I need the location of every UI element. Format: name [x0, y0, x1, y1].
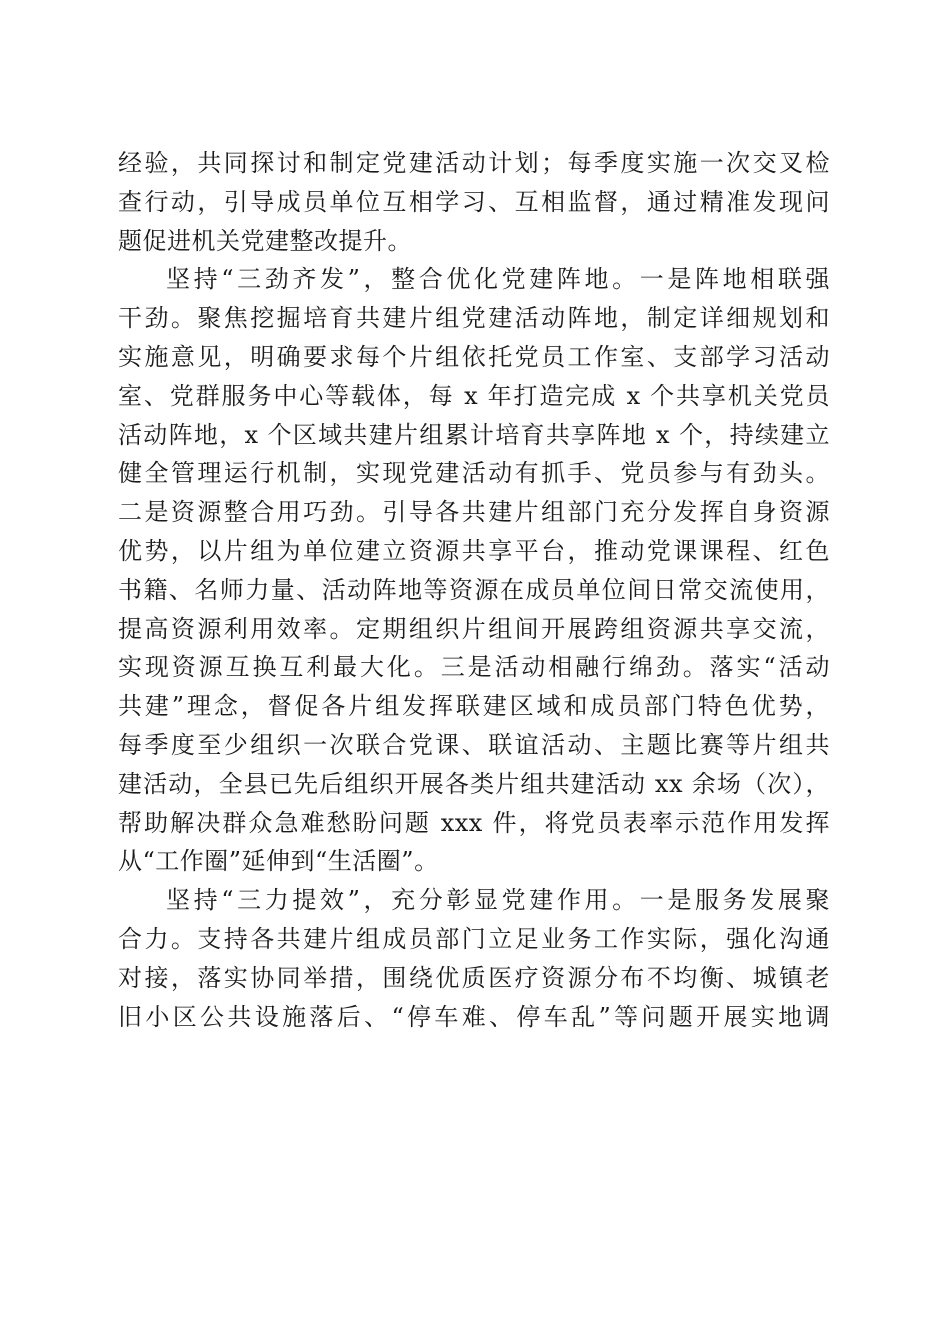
text-line: 室、党群服务中心等载体，每 x 年打造完成 x 个共享机关党员	[118, 381, 830, 410]
text-line: 健全管理运行机制，实现党建活动有抓手、党员参与有劲头。	[118, 459, 830, 488]
text-line: 实施意见，明确要求每个片组依托党员工作室、支部学习活动	[118, 342, 830, 371]
text-line: 查行动，引导成员单位互相学习、互相监督，通过精准发现问	[118, 187, 830, 216]
text-line: 旧小区公共设施落后、“停车难、停车乱”等问题开展实地调	[118, 1002, 830, 1031]
text-line: 对接，落实协同举措，围绕优质医疗资源分布不均衡、城镇老	[118, 963, 830, 992]
text-line: 每季度至少组织一次联合党课、联谊活动、主题比赛等片组共	[118, 730, 830, 759]
text-line: 共建”理念，督促各片组发挥联建区域和成员部门特色优势，	[118, 692, 830, 721]
text-line: 干劲。聚焦挖掘培育共建片组党建活动阵地，制定详细规划和	[118, 304, 830, 333]
text-line: 实现资源互换互利最大化。三是活动相融行绵劲。落实“活动	[118, 653, 830, 682]
text-line: 从“工作圈”延伸到“生活圈”。	[118, 847, 439, 876]
text-line: 经验，共同探讨和制定党建活动计划；每季度实施一次交叉检	[118, 149, 830, 177]
text-line: 合力。支持各共建片组成员部门立足业务工作实际，强化沟通	[118, 924, 830, 953]
text-line: 题促进机关党建整改提升。	[118, 226, 412, 255]
text-line: 二是资源整合用巧劲。引导各共建片组部门充分发挥自身资源	[118, 498, 830, 527]
text-line: 优势，以片组为单位建立资源共享平台，推动党课课程、红色	[118, 536, 830, 565]
body-text	[118, 144, 830, 1036]
text-line: 活动阵地，x 个区域共建片组累计培育共享阵地 x 个，持续建立	[118, 420, 830, 449]
text-line: 帮助解决群众急难愁盼问题 xxx 件，将党员表率示范作用发挥	[118, 808, 830, 837]
text-line: 书籍、名师力量、活动阵地等资源在成员单位间日常交流使用，	[118, 575, 830, 604]
text-line: 提高资源利用效率。定期组织片组间开展跨组资源共享交流，	[118, 614, 830, 643]
text-line: 建活动，全县已先后组织开展各类片组共建活动 xx 余场（次），	[118, 769, 830, 798]
text-line: 坚持“三劲齐发”，整合优化党建阵地。一是阵地相联强	[166, 265, 830, 294]
text-line: 坚持“三力提效”，充分彰显党建作用。一是服务发展聚	[166, 886, 830, 915]
